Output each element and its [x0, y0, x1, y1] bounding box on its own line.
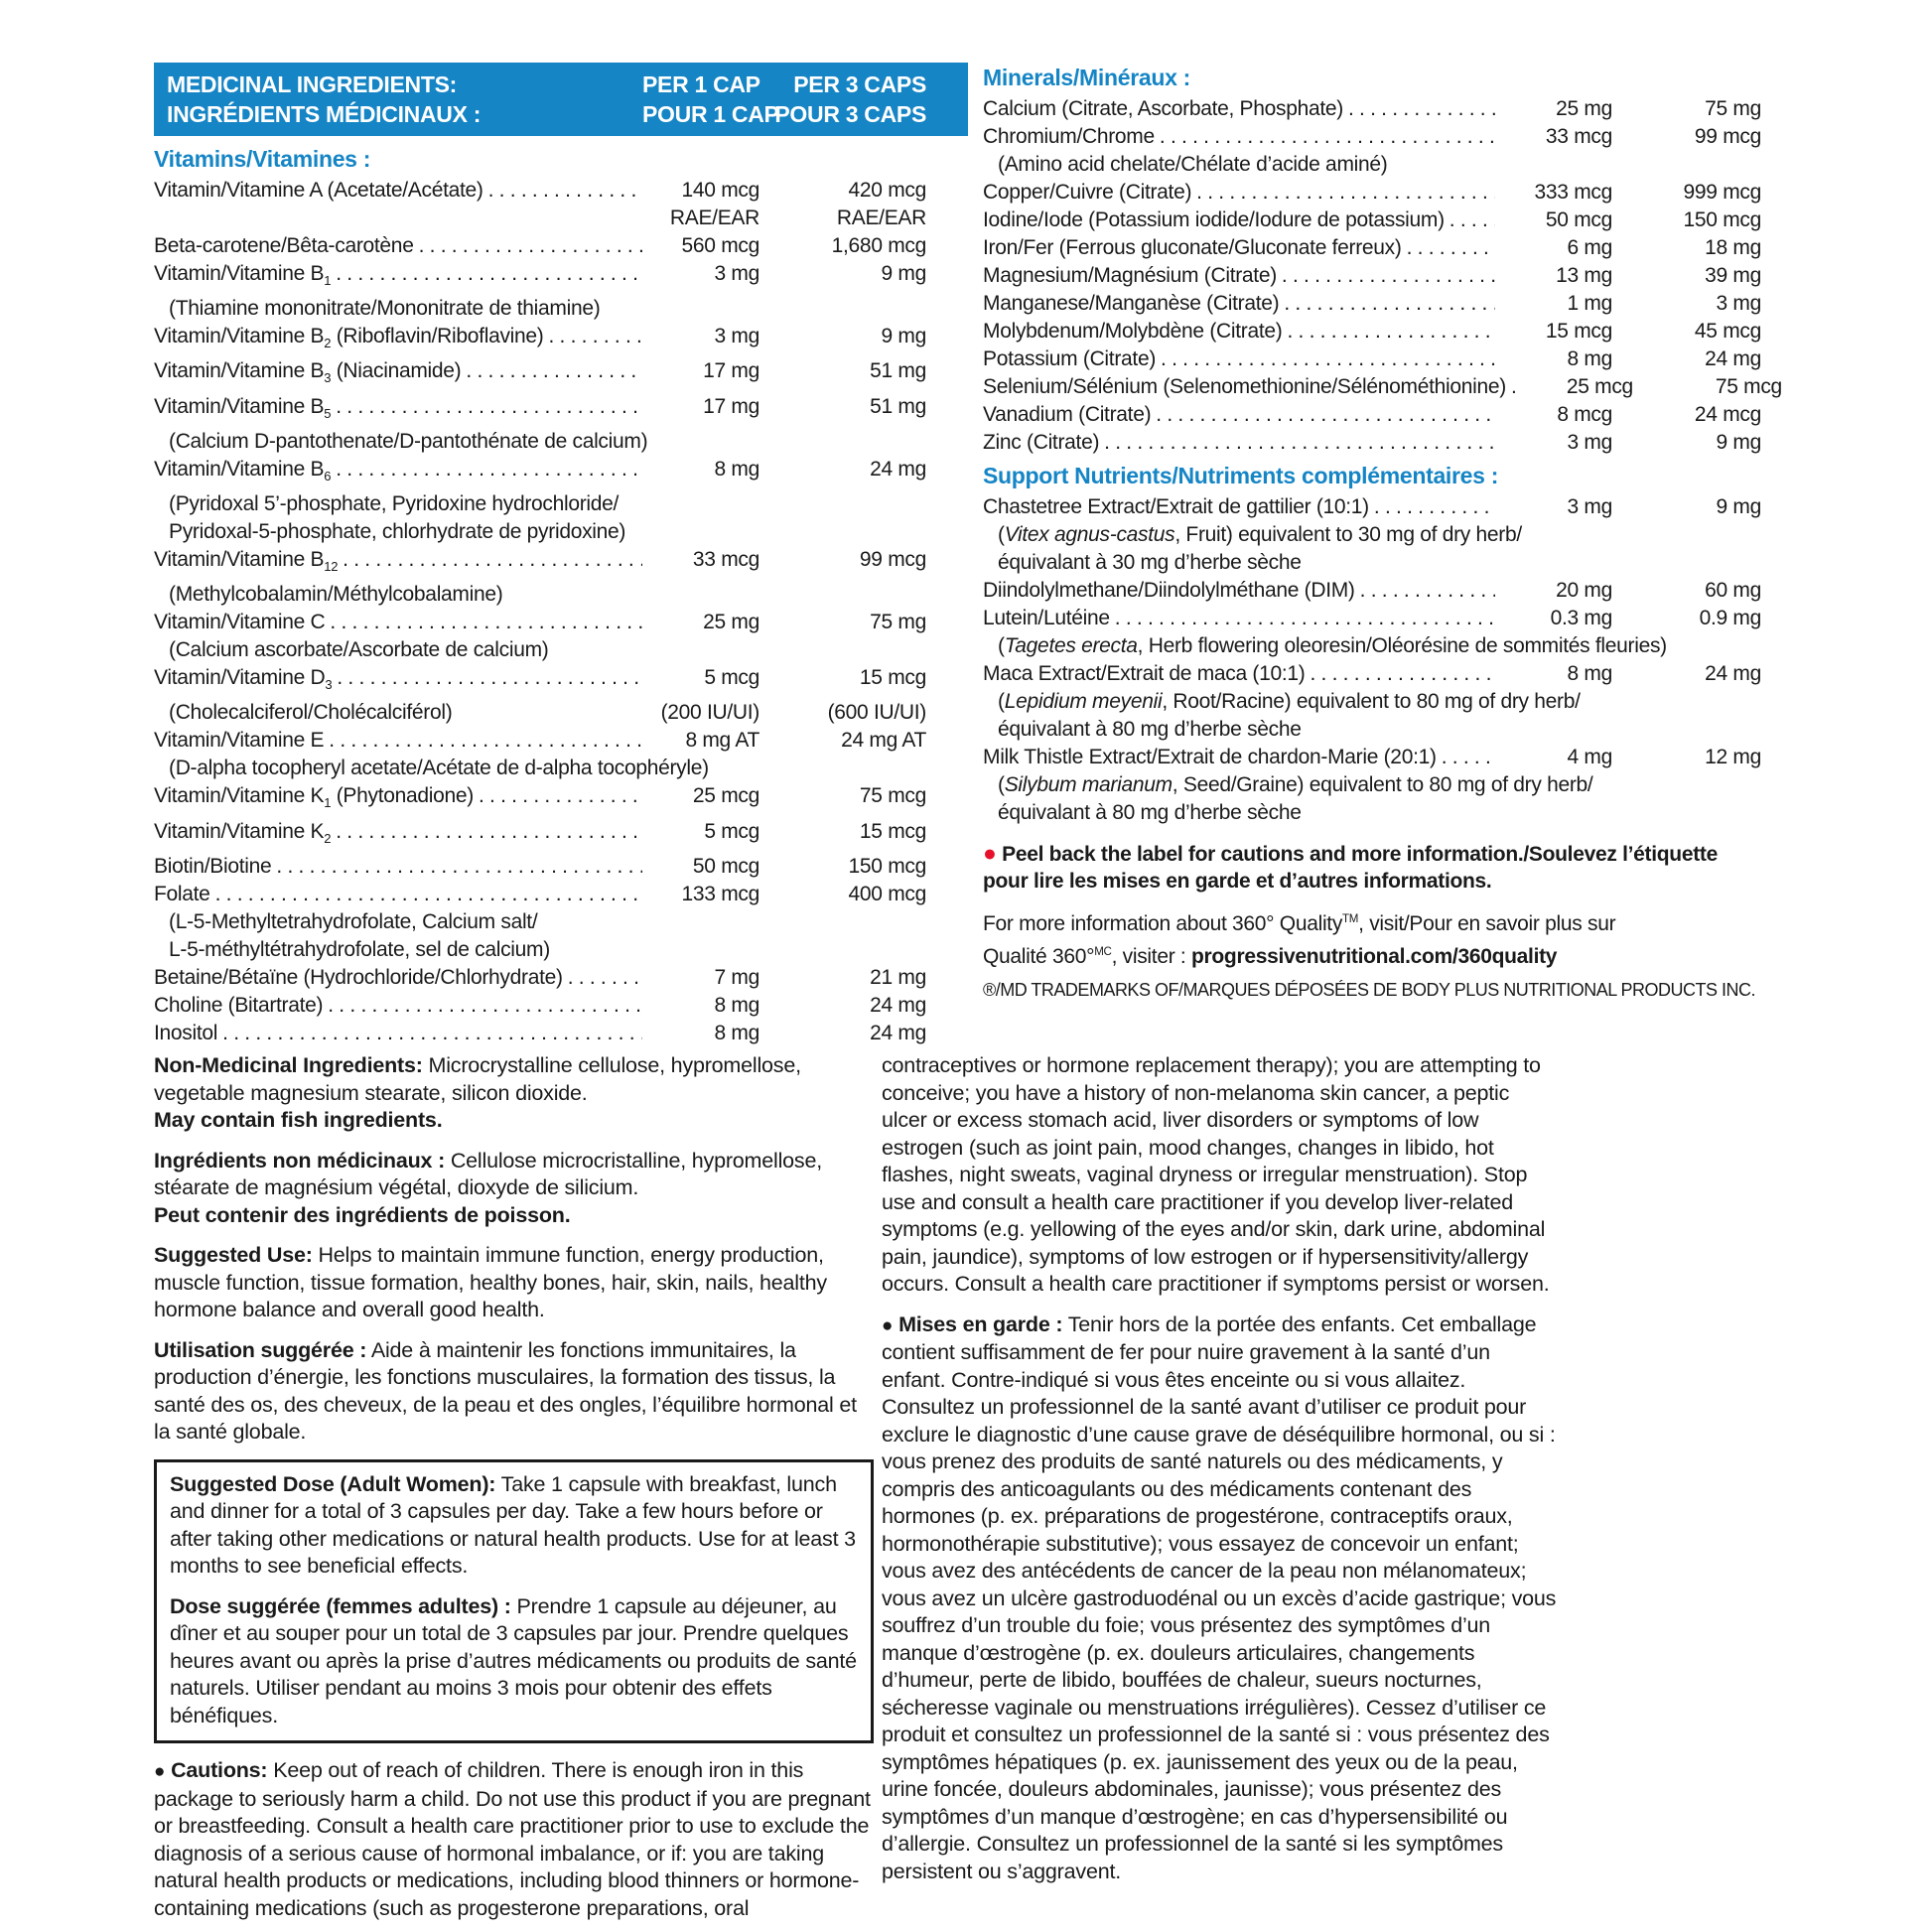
amount-per-1-cap: 8 mg AT	[685, 729, 759, 753]
ingredient-row	[983, 318, 1761, 345]
suggested-dose-box	[154, 1459, 874, 1744]
cautions-body: Keep out of reach of children. There is enough iron in this package to seriously harm a child. Do not use this product if you are pregnant or breastfeeding. Consult a health care practitioner prior to use to exclude the diagnosis of a serious cause of hormonal imbalance, or if: you are taking natural health products or medications, including blood thinners or hormone-containing medications (such as progesterone preparations, oral	[154, 1758, 871, 1920]
suggested-use-paragraph-fr	[154, 1337, 874, 1447]
website-url: progressivenutritional.com/360quality	[1191, 945, 1558, 968]
amount-per-1-cap: 560 mcg	[681, 234, 759, 257]
amount-per-1-cap: 3 mg	[714, 262, 759, 285]
leader-dots	[474, 782, 642, 810]
suggested-use-body: Helps to maintain immune function, energy production, muscle function, tissue formation, healthy bones, hair, skin, nails, healthy hormone balance and overall good health.	[154, 1243, 827, 1321]
ingredient-name: Chromium/Chrome	[983, 125, 1155, 148]
amount-per-1-cap: 7 mg	[714, 965, 759, 989]
ingredient-name: Betaine/Bétaïne (Hydrochloride/Chlorhydrate)	[154, 965, 563, 989]
ingredient-name: Calcium (Citrate, Ascorbate, Phosphate)	[983, 97, 1343, 120]
dose-body-en: Take 1 capsule with breakfast, lunch and dinner for a total of 3 capsules per day. Take a few hours before or after taking other medications or natural health products. Use for at least 3 months to see beneficial effects.	[170, 1471, 856, 1578]
amount-per-1-cap: 333 mcg	[1534, 181, 1612, 204]
ingredient-row	[983, 521, 1761, 549]
leader-dots	[331, 456, 642, 483]
more-info-note	[983, 905, 1787, 971]
leader-dots	[1151, 401, 1495, 429]
support-nutrients-list	[983, 493, 1787, 827]
peel-back-line1	[983, 840, 1787, 868]
ingredient-row	[983, 493, 1761, 521]
amount-per-1-cap: 0.3 mg	[1550, 607, 1612, 629]
ingredient-name: Vitamin/Vitamine $K_1$ (Phytonadione)	[154, 784, 474, 811]
ingredient-name: Copper/Cuivre (Citrate)	[983, 181, 1192, 204]
leader-dots	[1155, 123, 1495, 151]
ingredient-row	[983, 123, 1761, 151]
amount-per-3-caps: 9 mg	[881, 262, 926, 285]
ingredient-name: équivalant à 80 mg d’herbe sèche	[998, 801, 1302, 824]
non-medicinal-lead-fr: Ingrédients non médicinaux :	[154, 1148, 446, 1173]
ingredient-row	[154, 755, 926, 782]
amount-per-3-caps: 99 mcg	[859, 547, 926, 571]
ingredient-name: équivalant à 80 mg d’herbe sèche	[998, 718, 1302, 741]
amount-per-3-caps: 15 mcg	[859, 666, 926, 690]
leader-dots	[325, 609, 642, 636]
peel-back-note	[983, 840, 1787, 895]
amount-per-1-cap: RAE/EAR	[669, 207, 759, 229]
cautions-continued-body: contraceptives or hormone replacement therapy); you are attempting to conceive; you have a history of non-melanoma skin cancer, a peptic ulcer or excess stomach acid, liver disorders or symptoms of low estrogen (such as joint pain, mood changes, changes in libido, hot flashes, night sweats, vaginal dryness or irregular menstruation). Stop use and consult a health care practitioner if you develop liver-related symptoms (e.g. yellowing of the eyes and/or skin, dark urine, abdominal pain, jaundice), symptoms of low estrogen or if hypersensitivity/allergy occurs. Consult a health care practitioner if symptoms persist or worsen.	[882, 1053, 1550, 1296]
ingredient-row	[983, 549, 1761, 577]
ingredient-row	[983, 688, 1761, 716]
ingredient-name: Vanadium (Citrate)	[983, 403, 1152, 426]
amount-per-1-cap: 15 mcg	[1545, 320, 1612, 343]
amount-per-1-cap: 33 mcg	[692, 547, 759, 571]
panel-title	[167, 69, 642, 129]
leader-dots	[1305, 660, 1495, 688]
ingredient-name: Manganese/Manganèse (Citrate)	[983, 292, 1280, 315]
ingredient-name: Iron/Fer (Ferrous gluconate/Gluconate ferreux)	[983, 236, 1402, 259]
amount-per-3-caps: 3 mg	[1716, 292, 1761, 315]
ingredient-row	[983, 207, 1761, 234]
leader-dots	[217, 1020, 642, 1047]
ingredient-row	[983, 401, 1761, 429]
ingredient-row	[154, 456, 926, 490]
ingredient-row	[154, 964, 926, 992]
ingredient-row	[983, 290, 1761, 318]
leader-dots	[1402, 234, 1495, 262]
leader-dots	[483, 177, 642, 205]
per-1-cap-column-header	[642, 69, 779, 129]
amount-per-1-cap: 50 mcg	[692, 854, 759, 878]
amount-per-1-cap: 25 mcg	[1566, 375, 1633, 398]
ingredient-row	[154, 581, 926, 609]
leader-dots	[338, 546, 642, 574]
non-medicinal-body-fr: Cellulose microcristalline, hypromellose, stéarate de magnésium végétal, dioxyde de silicium.	[154, 1148, 823, 1199]
amount-per-3-caps: 420 mcg	[848, 179, 926, 202]
ingredient-row	[983, 234, 1761, 262]
ingredient-row	[983, 429, 1761, 457]
ingredient-name: Vitamin/Vitamine $B_6$	[154, 457, 332, 483]
info-line1-rest: , visit/Pour en savoir plus sur	[1358, 912, 1616, 935]
amount-per-3-caps: 24 mg	[870, 993, 926, 1017]
amount-per-3-caps: 75 mcg	[1715, 375, 1782, 398]
amount-per-3-caps: 24 mg	[870, 457, 926, 481]
amount-per-3-caps: 9 mg	[1716, 495, 1761, 518]
amount-per-3-caps: 0.9 mg	[1699, 607, 1761, 629]
ingredient-name: Inositol	[154, 1021, 218, 1044]
amount-per-3-caps: 39 mg	[1705, 264, 1761, 287]
ingredient-row	[154, 518, 926, 546]
leader-dots	[1110, 605, 1495, 632]
ingredient-row	[154, 664, 926, 699]
ingredient-row	[154, 636, 926, 664]
non-medicinal-text-fr	[154, 1148, 874, 1202]
ingredient-row	[154, 782, 926, 817]
ingredient-row	[983, 632, 1761, 660]
amount-per-3-caps: 75 mg	[870, 611, 926, 634]
suggested-use-lead: Suggested Use:	[154, 1243, 313, 1267]
amount-per-1-cap: 5 mcg	[704, 819, 759, 843]
ingredient-name: Vitamin/Vitamine $B_5$	[154, 394, 332, 421]
ingredient-name: Lutein/Lutéine	[983, 607, 1110, 629]
ingredient-row	[983, 716, 1761, 744]
leader-dots	[331, 260, 642, 288]
dose-paragraph-en	[170, 1471, 858, 1581]
amount-per-3-caps: 60 mg	[1705, 579, 1761, 602]
amount-per-1-cap: 25 mg	[703, 611, 759, 634]
info-line1	[983, 905, 1787, 938]
cautions-paragraph	[154, 1757, 874, 1922]
ingredient-name: Diindolylmethane/Diindolylméthane (DIM)	[983, 579, 1355, 602]
fish-warning-en: May contain fish ingredients.	[154, 1108, 443, 1132]
leader-dots	[331, 393, 642, 421]
ingredient-row	[983, 262, 1761, 290]
ingredient-row	[983, 373, 1782, 401]
ingredient-row	[154, 936, 926, 964]
mises-en-garde-lead: Mises en garde :	[898, 1311, 1063, 1336]
ingredient-row	[983, 345, 1761, 373]
amount-per-3-caps: 24 mg	[870, 1021, 926, 1044]
panel-title-fr: INGRÉDIENTS MÉDICINAUX :	[167, 101, 482, 127]
per-3-caps-fr: POUR 3 CAPS	[774, 101, 926, 127]
amount-per-3-caps: 400 mcg	[848, 882, 926, 905]
amount-per-3-caps: 75 mg	[1705, 97, 1761, 120]
dose-lead-en: Suggested Dose (Adult Women):	[170, 1471, 496, 1496]
ingredient-row	[154, 609, 926, 636]
ingredient-row	[154, 393, 926, 428]
leader-dots	[1355, 577, 1495, 605]
ingredient-row	[154, 357, 926, 392]
support-nutrients-heading: Support Nutrients/Nutriments complémentaires :	[983, 463, 1499, 488]
per-3-caps-column-header	[759, 69, 926, 129]
amount-per-1-cap: 50 mcg	[1545, 208, 1612, 231]
ingredient-name: Maca Extract/Extrait de maca (10:1)	[983, 662, 1306, 685]
ingredient-row	[983, 95, 1761, 123]
red-dot-icon: ●	[983, 840, 997, 866]
ingredient-row	[154, 699, 926, 727]
minerals-list	[983, 95, 1787, 457]
amount-per-3-caps: 999 mcg	[1683, 181, 1761, 204]
ingredient-row	[154, 992, 926, 1020]
amount-per-3-caps: 24 mg	[1705, 347, 1761, 370]
amount-per-3-caps: 99 mcg	[1694, 125, 1761, 148]
ingredient-row	[983, 179, 1761, 207]
panel-title-en: MEDICINAL INGREDIENTS:	[167, 71, 457, 97]
ingredient-name: Vitamin/Vitamine $B_{12}$	[154, 547, 339, 575]
tm-superscript: TM	[1342, 913, 1359, 925]
suggested-use-body-fr: Aide à maintenir les fonctions immunitaires, la production d’énergie, les fonctions musculaires, la formation des tissus, la santé des os, des cheveux, de la peau et des ongles, l’équilibre hormonal et la santé globale.	[154, 1337, 857, 1444]
ingredient-row	[154, 546, 926, 581]
ingredient-row	[154, 295, 926, 323]
suggested-use-paragraph	[154, 1242, 874, 1324]
ingredient-name: Vitamin/Vitamine $D_3$	[154, 666, 333, 693]
ingredient-row	[154, 232, 926, 260]
amount-per-3-caps: 18 mg	[1705, 236, 1761, 259]
ingredient-name: Vitamin/Vitamine E	[154, 729, 325, 753]
ingredient-row	[154, 205, 926, 232]
ingredient-name: Iodine/Iode (Potassium iodide/Iodure de potassium)	[983, 208, 1445, 231]
ingredient-name: (Vitex agnus-castus, Fruit) equivalent to 30 mg of dry herb/	[998, 523, 1522, 546]
leader-dots	[1156, 345, 1495, 373]
amount-per-1-cap: 1 mg	[1567, 292, 1612, 315]
amount-per-1-cap: 133 mcg	[681, 882, 759, 905]
amount-per-1-cap: 8 mg	[714, 1021, 759, 1044]
leader-dots	[1191, 179, 1495, 207]
info-line2-text: Qualité 360°	[983, 945, 1095, 968]
amount-per-1-cap: 13 mg	[1556, 264, 1612, 287]
ingredient-row	[154, 908, 926, 936]
ingredient-name: Pyridoxal-5-phosphate, chlorhydrate de pyridoxine)	[169, 519, 626, 543]
mc-superscript: MC	[1094, 946, 1112, 958]
amount-per-3-caps: 24 mg AT	[841, 729, 926, 753]
amount-per-3-caps: 9 mg	[1716, 431, 1761, 454]
mises-en-garde-paragraph	[882, 1311, 1559, 1886]
ingredient-name: L-5-méthyltétrahydrofolate, sel de calcium)	[169, 937, 550, 961]
mises-en-garde-body: Tenir hors de la portée des enfants. Cet emballage contient suffisamment de fer pour nuire gravement à la santé d’un enfant. Contre-indiqué si vous êtes enceinte ou si vous allaitez. Consultez un professionnel de la santé avant d’utiliser ce produit pour exclure le diagnostic d’une cause grave de déséquilibre hormonal, ou si : vous prenez des produits de santé naturels ou des médicaments, y compris des anticoagulants ou des médicaments contenant des hormones (p. ex. préparations de progestérone, contraceptifs oraux, hormonothérapie substitutive); vous essayez de concevoir un enfant; vous avez des antécédents de cancer de la peau non mélanomateux; vous avez un ulcère gastroduodénal ou un excès d’acide gastrique; vous souffrez d’un trouble du foie; vous présentez des symptômes d’un manque d’œstrogène (p. ex. douleurs articulaires, changements d’humeur, perte de libido, bouffées de chaleur, sueurs nocturnes, sécheresse vaginale ou menstruations irrégulières). Cessez d’utiliser ce produit et consultez un professionnel de la santé si : vous présentez des symptômes hépatiques (p. ex. jaunissement des yeux ou de la peau, urine foncée, douleurs abdominales, jaunisse); vous présentez des symptômes d’un manque d’œstrogène; en cas d’hypersensibilité ou d’allergie. Consultez un professionnel de la santé si les symptômes persistent ou s’aggravent.	[882, 1311, 1557, 1883]
trademark-line: ®/MD TRADEMARKS OF/MARQUES DÉPOSÉES DE BODY PLUS NUTRITIONAL PRODUCTS INC.	[983, 980, 1756, 1000]
ingredient-name: équivalant à 30 mg d’herbe sèche	[998, 551, 1302, 574]
ingredient-name: Vitamin/Vitamine $K_2$	[154, 819, 332, 846]
ingredient-row	[154, 323, 926, 357]
ingredient-name: (Lepidium meyenii, Root/Racine) equivalent to 80 mg of dry herb/	[998, 690, 1581, 713]
amount-per-3-caps: 24 mcg	[1694, 403, 1761, 426]
ingredient-row	[983, 577, 1761, 605]
amount-per-3-caps: 12 mg	[1705, 746, 1761, 768]
ingredient-name: (Calcium ascorbate/Ascorbate de calcium)	[169, 638, 549, 662]
ingredient-name: (Thiamine mononitrate/Mononitrate de thiamine)	[169, 297, 601, 321]
amount-per-3-caps: 15 mcg	[859, 819, 926, 843]
leader-dots	[1279, 290, 1495, 318]
ingredient-row	[983, 151, 1761, 179]
ingredient-name: (Pyridoxal 5’-phosphate, Pyridoxine hydrochloride/	[169, 491, 620, 515]
leader-dots	[331, 818, 642, 846]
peel-back-text-1: Peel back the label for cautions and more information./Soulevez l’étiquette	[1002, 843, 1718, 866]
ingredient-name: Zinc (Citrate)	[983, 431, 1100, 454]
amount-per-3-caps: 51 mg	[870, 394, 926, 418]
ingredient-name: (Amino acid chelate/Chélate d’acide aminé)	[998, 153, 1388, 176]
medicinal-ingredients-panel	[154, 63, 968, 1047]
leader-dots	[543, 323, 642, 350]
amount-per-1-cap: 3 mg	[714, 325, 759, 348]
bottom-left-column	[154, 1052, 874, 1932]
ingredient-name: Vitamin/Vitamine $B_3$ (Niacinamide)	[154, 359, 462, 386]
dose-body-fr: Prendre 1 capsule au déjeuner, au dîner et au souper pour un total de 3 capsules par jour. Prendre quelques heures avant ou après la prise d’autres médicaments ou produits de santé naturels. Utiliser pendant au moins 3 mois pour obtenir des effets bénéfiques.	[170, 1593, 857, 1727]
dose-lead-fr: Dose suggérée (femmes adultes) :	[170, 1593, 511, 1618]
info-line2-rest: , visiter :	[1111, 945, 1191, 968]
amount-per-1-cap: 33 mcg	[1545, 125, 1612, 148]
leader-dots	[1099, 429, 1495, 457]
ingredient-name: (Silybum marianum, Seed/Graine) equivalent to 80 mg of dry herb/	[998, 773, 1593, 796]
amount-per-3-caps: 150 mcg	[848, 854, 926, 878]
ingredient-row	[154, 727, 926, 755]
cautions-continued-paragraph	[882, 1052, 1559, 1299]
ingredient-row	[154, 428, 926, 456]
amount-per-1-cap: 6 mg	[1567, 236, 1612, 259]
amount-per-1-cap: (200 IU/UI)	[660, 701, 759, 725]
ingredient-row	[154, 1020, 926, 1047]
ingredient-name: Chastetree Extract/Extrait de gattilier (10:1)	[983, 495, 1369, 518]
leader-dots	[1369, 493, 1495, 521]
amount-per-3-caps: 45 mcg	[1694, 320, 1761, 343]
ingredient-name: Biotin/Biotine	[154, 854, 272, 878]
amount-per-1-cap: 8 mg	[1567, 347, 1612, 370]
ingredient-name: Choline (Bitartrate)	[154, 993, 324, 1017]
ingredient-row	[154, 260, 926, 295]
peel-back-text-2: pour lire les mises en garde et d’autres informations.	[983, 870, 1492, 893]
panel-header-bar	[154, 63, 968, 136]
ingredient-name: Folate	[154, 882, 210, 905]
leader-dots	[563, 964, 642, 992]
leader-dots	[414, 232, 642, 260]
amount-per-3-caps: 75 mcg	[859, 784, 926, 808]
leader-dots	[1506, 373, 1516, 401]
ingredient-name: Vitamin/Vitamine A (Acetate/Acétate)	[154, 179, 483, 202]
amount-per-1-cap: 3 mg	[1567, 431, 1612, 454]
dose-paragraph-fr	[170, 1593, 858, 1730]
bullet-icon: ●	[154, 1761, 166, 1782]
per-3-caps-en: PER 3 CAPS	[793, 71, 926, 97]
ingredient-name: Magnesium/Magnésium (Citrate)	[983, 264, 1277, 287]
ingredient-row	[154, 177, 926, 205]
ingredient-name: (Methylcobalamin/Méthylcobalamine)	[169, 583, 503, 607]
ingredient-name: (D-alpha tocopheryl acetate/Acétate de d-alpha tocophéryle)	[169, 757, 709, 780]
leader-dots	[324, 727, 642, 755]
amount-per-1-cap: 20 mg	[1556, 579, 1612, 602]
non-medicinal-lead: Non-Medicinal Ingredients:	[154, 1053, 423, 1077]
leader-dots	[210, 881, 642, 908]
ingredient-name: Vitamin/Vitamine $B_1$	[154, 262, 332, 289]
amount-per-1-cap: 17 mg	[703, 394, 759, 418]
ingredient-row	[983, 660, 1761, 688]
amount-per-3-caps: RAE/EAR	[836, 207, 926, 229]
ingredient-name: Molybdenum/Molybdène (Citrate)	[983, 320, 1283, 343]
ingredient-row	[983, 744, 1761, 771]
ingredient-row	[983, 605, 1761, 632]
bullet-icon: ●	[882, 1314, 894, 1336]
amount-per-1-cap: 3 mg	[1567, 495, 1612, 518]
cautions-lead: Cautions:	[171, 1758, 268, 1782]
leader-dots	[1343, 95, 1495, 123]
amount-per-3-caps: 150 mcg	[1683, 208, 1761, 231]
amount-per-3-caps: 51 mg	[870, 359, 926, 383]
leader-dots	[461, 357, 642, 385]
ingredient-row	[154, 853, 926, 881]
per-1-cap-en: PER 1 CAP	[642, 71, 760, 97]
ingredient-name: Milk Thistle Extract/Extrait de chardon-Marie (20:1)	[983, 746, 1437, 768]
amount-per-1-cap: 8 mg	[714, 457, 759, 481]
non-medicinal-paragraph	[154, 1052, 874, 1135]
amount-per-3-caps: 1,680 mcg	[831, 234, 926, 257]
amount-per-1-cap: 8 mg	[714, 993, 759, 1017]
info-line1-text: For more information about 360° Quality	[983, 912, 1343, 935]
amount-per-1-cap: 140 mcg	[681, 179, 759, 202]
non-medicinal-paragraph-fr	[154, 1148, 874, 1230]
leader-dots	[1437, 744, 1495, 771]
non-medicinal-text	[154, 1052, 874, 1107]
leader-dots	[271, 853, 642, 881]
bottom-right-column	[882, 1052, 1559, 1898]
ingredient-name: (L-5-Methyltetrahydrofolate, Calcium salt/	[169, 909, 538, 933]
ingredient-name: (Calcium D-pantothenate/D-pantothénate de calcium)	[169, 429, 648, 453]
ingredient-row	[983, 799, 1761, 827]
leader-dots	[323, 992, 642, 1020]
amount-per-3-caps: 9 mg	[881, 325, 926, 348]
amount-per-1-cap: 17 mg	[703, 359, 759, 383]
suggested-use-lead-fr: Utilisation suggérée :	[154, 1337, 367, 1362]
minerals-heading: Minerals/Minéraux :	[983, 65, 1191, 90]
ingredient-row	[154, 818, 926, 853]
leader-dots	[1282, 318, 1495, 345]
amount-per-1-cap: 25 mg	[1556, 97, 1612, 120]
ingredient-name: Vitamin/Vitamine $B_2$ (Riboflavin/Riboflavine)	[154, 325, 544, 351]
ingredient-name: Potassium (Citrate)	[983, 347, 1157, 370]
ingredient-name: (Cholecalciferol/Cholécalciférol)	[169, 701, 453, 725]
per-1-cap-fr: POUR 1 CAP	[642, 101, 779, 127]
ingredient-row	[154, 881, 926, 908]
fish-warning-fr: Peut contenir des ingrédients de poisson.	[154, 1202, 571, 1227]
ingredient-name: Vitamin/Vitamine C	[154, 611, 326, 634]
amount-per-1-cap: 25 mcg	[692, 784, 759, 808]
ingredient-row	[154, 490, 926, 518]
ingredient-row	[983, 771, 1761, 799]
info-line2	[983, 938, 1787, 971]
ingredient-name: Beta-carotene/Bêta-carotène	[154, 234, 414, 257]
leader-dots	[332, 664, 642, 692]
amount-per-3-caps: (600 IU/UI)	[827, 701, 926, 725]
leader-dots	[1445, 207, 1495, 234]
amount-per-3-caps: 24 mg	[1705, 662, 1761, 685]
amount-per-1-cap: 8 mcg	[1557, 403, 1612, 426]
amount-per-1-cap: 8 mg	[1567, 662, 1612, 685]
amount-per-3-caps: 21 mg	[870, 965, 926, 989]
ingredient-name: (Tagetes erecta, Herb flowering oleoresin/Oléorésine de sommités fleuries)	[998, 634, 1667, 657]
ingredient-name: Selenium/Sélénium (Selenomethionine/Sélénométhionine)	[983, 375, 1506, 398]
vitamins-list	[154, 177, 968, 1047]
non-medicinal-body: Microcrystalline cellulose, hypromellose, vegetable magnesium stearate, silicon dioxide.	[154, 1053, 801, 1105]
vitamins-heading: Vitamins/Vitamines :	[154, 146, 371, 172]
leader-dots	[1277, 262, 1495, 290]
amount-per-1-cap: 4 mg	[1567, 746, 1612, 768]
minerals-support-panel	[983, 63, 1787, 1001]
amount-per-1-cap: 5 mcg	[704, 666, 759, 690]
